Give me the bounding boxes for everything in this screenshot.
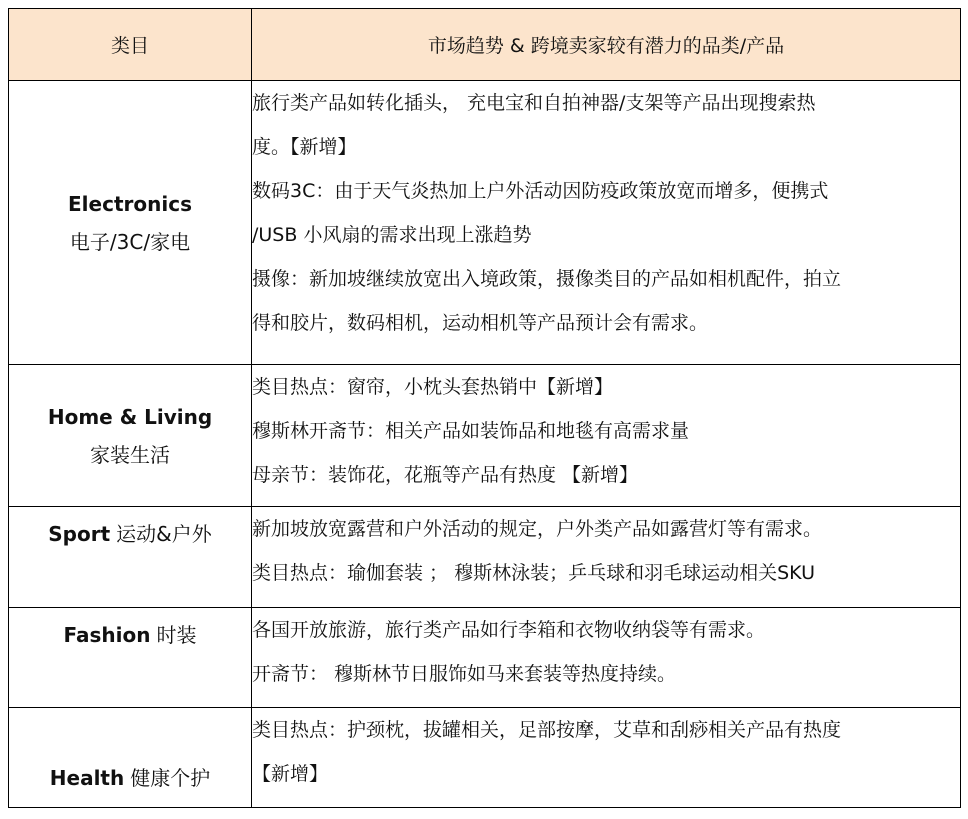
category-cn: 家装生活	[90, 442, 170, 467]
trend-cell	[252, 608, 961, 708]
trend-line: 类目热点：护颈枕，拔罐相关，足部按摩，艾草和刮痧相关产品有热度	[252, 719, 842, 741]
trend-line: 【新增】	[252, 763, 329, 785]
trend-line: 旅行类产品如转化插头， 充电宝和自拍神器/支架等产品出现搜索热	[252, 92, 816, 114]
category-cn: 健康个护	[130, 766, 211, 790]
trend-cell	[252, 365, 961, 507]
trend-line: 类目热点：窗帘，小枕头套热销中【新增】	[252, 376, 614, 398]
table-row	[9, 708, 961, 808]
trend-line: 度。【新增】	[252, 136, 357, 158]
category-cell	[9, 708, 252, 808]
trend-line: 类目热点：瑜伽套装 ； 穆斯林泳装；乒乓球和羽毛球运动相关SKU	[252, 562, 815, 584]
trend-cell	[252, 708, 961, 808]
table-row	[9, 365, 961, 507]
trend-line: 摄像：新加坡继续放宽出入境政策，摄像类目的产品如相机配件，拍立	[252, 268, 842, 290]
trend-line: 数码3C：由于天气炎热加上户外活动因防疫政策放宽而增多，便携式	[252, 180, 829, 202]
category-en: Electronics	[68, 191, 192, 216]
trend-line: 各国开放旅游，旅行类产品如行李箱和衣物收纳袋等有需求。	[252, 619, 766, 641]
trend-line: /USB 小风扇的需求出现上涨趋势	[252, 224, 532, 246]
category-cell	[9, 81, 252, 365]
category-en: Health	[49, 766, 125, 790]
trend-line: 母亲节：装饰花，花瓶等产品有热度 【新增】	[252, 464, 639, 486]
table-row	[9, 608, 961, 708]
category-cell	[9, 507, 252, 608]
category-cell	[9, 365, 252, 507]
category-cn: 运动&户外	[116, 522, 212, 546]
header-category: 类目	[9, 9, 252, 81]
trend-line: 新加坡放宽露营和户外活动的规定，户外类产品如露营灯等有需求。	[252, 518, 823, 540]
category-cn: 时装	[156, 623, 197, 647]
trend-line: 开斋节： 穆斯林节日服饰如马来套装等热度持续。	[252, 663, 677, 685]
header-trend: 市场趋势 & 跨境卖家较有潜力的品类/产品	[252, 9, 961, 81]
table-row	[9, 507, 961, 608]
category-cn: 电子/3C/家电	[69, 229, 191, 254]
trend-cell	[252, 507, 961, 608]
header-row	[9, 9, 961, 81]
trend-cell	[252, 81, 961, 365]
trend-line: 穆斯林开斋节：相关产品如装饰品和地毯有高需求量	[252, 420, 690, 442]
trend-line: 得和胶片，数码相机，运动相机等产品预计会有需求。	[252, 312, 709, 334]
category-en: Sport	[48, 522, 111, 546]
category-cell	[9, 608, 252, 708]
category-en: Home & Living	[47, 404, 213, 429]
category-en: Fashion	[63, 623, 151, 647]
table-row	[9, 81, 961, 365]
trend-table	[8, 8, 961, 808]
